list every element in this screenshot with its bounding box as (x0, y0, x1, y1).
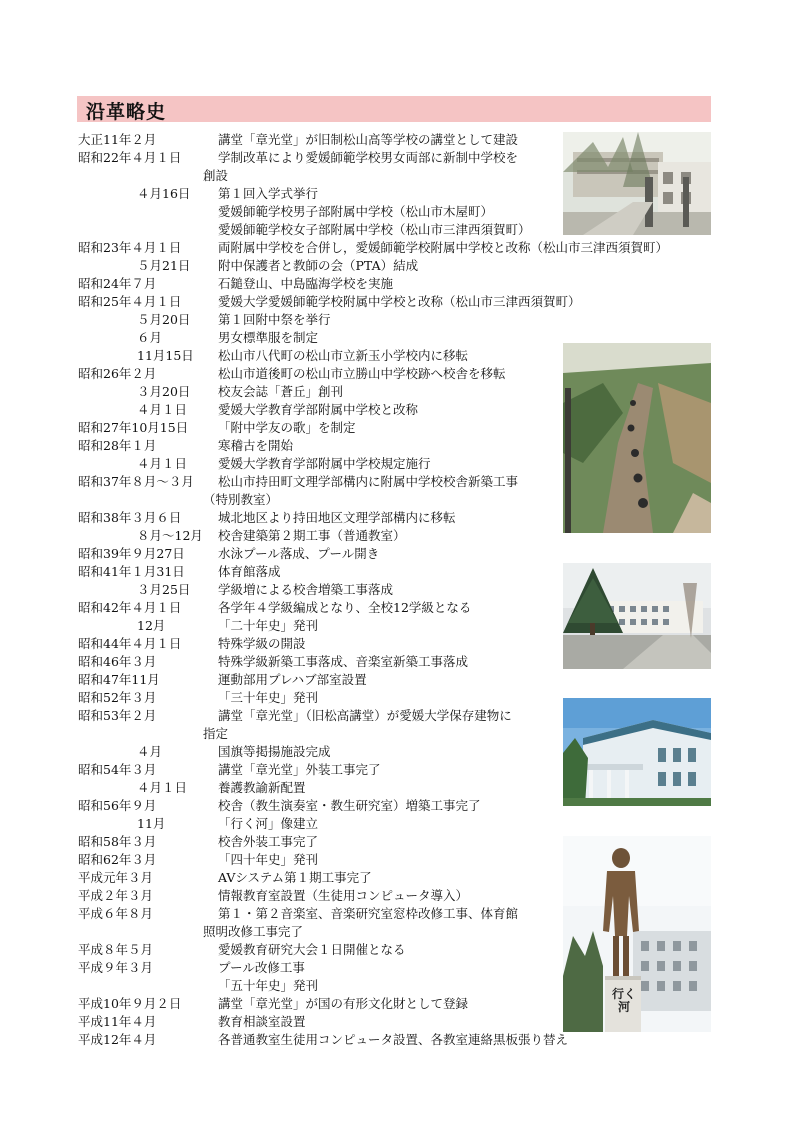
photo-school-building (563, 563, 711, 669)
timeline-event: 愛媛師範学校女子部附属中学校（松山市三津西須賀町） (218, 221, 531, 237)
timeline-date: 平成２年３月 (78, 887, 154, 903)
timeline-date: 平成10年９月２日 (78, 995, 182, 1011)
timeline-date: ４月１日 (137, 401, 188, 417)
timeline-event: 各普通教室生徒用コンピュータ設置、各教室連絡黒板張り替え (218, 1031, 569, 1047)
timeline-event: 松山市持田町文理学部構内に附属中学校校舎新築工事 (218, 473, 519, 489)
timeline-date: 昭和54年３月 (78, 761, 157, 777)
photo-shokodo-hall (563, 698, 711, 806)
timeline-event: 「五十年史」発刊 (218, 977, 319, 993)
timeline-event: 国旗等掲揚施設完成 (218, 743, 331, 759)
timeline-event: 各学年４学級編成となり、全校12学級となる (218, 599, 472, 615)
timeline-event: 愛媛大学愛媛師範学校附属中学校と改称（松山市三津西須賀町） (218, 293, 581, 309)
timeline-date: ８月～12月 (137, 527, 203, 543)
timeline-date: 昭和28年１月 (78, 437, 157, 453)
timeline-event: 水泳プール落成、プール開き (218, 545, 380, 561)
timeline-date: 昭和46年３月 (78, 653, 157, 669)
timeline-date: 11月 (137, 815, 166, 831)
timeline-date: ３月20日 (137, 383, 191, 399)
timeline-date: 昭和25年４月１日 (78, 293, 182, 309)
timeline-date: ４月１日 (137, 779, 188, 795)
timeline-event: 校舎外装工事完了 (218, 833, 319, 849)
timeline-event: 指定 (203, 725, 229, 741)
timeline-event: 寒稽古を開始 (218, 437, 294, 453)
timeline-event: 「附中学友の歌」を制定 (218, 419, 356, 435)
timeline-event: 講堂「章光堂」が旧制松山高等学校の講堂として建設 (218, 132, 519, 147)
timeline-event: 特殊学級新築工事落成、音楽室新築工事落成 (218, 653, 469, 669)
timeline-event: 学級増による校舎増築工事落成 (218, 581, 394, 597)
timeline-date: 平成元年３月 (78, 869, 154, 885)
timeline-event: 愛媛大学教育学部附属中学校と改称 (218, 401, 419, 417)
timeline-date: 昭和24年７月 (78, 275, 157, 291)
timeline-event: 松山市道後町の松山市立勝山中学校跡へ校舎を移転 (218, 365, 506, 381)
timeline-date: 昭和47年11月 (78, 671, 160, 687)
timeline-event: 第１・第２音楽室、音楽研究室窓枠改修工事、体育館 (218, 905, 519, 921)
photo-statue (563, 836, 711, 1032)
timeline-event: 講堂「章光堂」外装工事完了 (218, 761, 381, 777)
timeline-event: 愛媛師範学校男子部附属中学校（松山市木屋町） (218, 204, 494, 219)
timeline-date: 大正11年２月 (78, 132, 157, 147)
timeline-date: ６月 (137, 329, 163, 345)
timeline-event: （特別教室） (203, 491, 279, 507)
timeline-date: 昭和42年４月１日 (78, 599, 182, 615)
timeline-event: 附中保護者と教師の会（PTA）結成 (218, 257, 419, 273)
timeline-event: 両附属中学校を合併し，愛媛師範学校附属中学校と改称（松山市三津西須賀町） (218, 239, 669, 255)
timeline-event: 教育相談室設置 (218, 1013, 306, 1029)
timeline-date: 昭和37年８月～３月 (78, 473, 194, 489)
timeline-event: 「四十年史」発刊 (218, 851, 319, 867)
timeline-date: 昭和53年２月 (78, 707, 157, 723)
timeline-date: 平成６年８月 (78, 905, 154, 921)
timeline-date: 昭和27年10月15日 (78, 419, 189, 435)
timeline-event: 愛媛教育研究大会１日開催となる (218, 941, 406, 957)
timeline-event: 城北地区より持田地区文理学部構内に移転 (218, 509, 456, 525)
timeline-date: 昭和41年１月31日 (78, 563, 185, 579)
timeline-date: 昭和38年３月６日 (78, 509, 182, 525)
timeline-date: ５月20日 (137, 311, 191, 327)
timeline-date: ５月21日 (137, 257, 191, 273)
timeline-event: 講堂「章光堂」が国の有形文化財として登録 (218, 995, 469, 1011)
timeline-event: 特殊学級の開設 (218, 635, 306, 651)
timeline-date: 昭和62年３月 (78, 851, 157, 867)
timeline-event: 創設 (203, 168, 229, 183)
timeline-date: ４月16日 (137, 186, 191, 201)
timeline-event: 第１回入学式挙行 (218, 186, 319, 201)
timeline-date: ４月１日 (137, 455, 188, 471)
timeline-event: AVシステム第１期工事完了 (218, 869, 372, 885)
timeline-date: 昭和23年４月１日 (78, 239, 182, 255)
timeline-event: 講堂「章光堂」（旧松高講堂）が愛媛大学保存建物に (218, 707, 512, 723)
timeline-event: 校友会誌「蒼丘」創刊 (218, 383, 344, 399)
timeline-date: 11月15日 (137, 347, 194, 363)
timeline-event: 学制改革により愛媛師範学校男女両部に新制中学校を (218, 150, 519, 165)
timeline-event: 校舎（教生演奏室・教生研究室）増築工事完了 (218, 797, 481, 813)
timeline-date: 昭和56年９月 (78, 797, 157, 813)
timeline-event: 第１回附中祭を挙行 (218, 311, 331, 327)
timeline-date: 昭和52年３月 (78, 689, 157, 705)
timeline-event: 体育館落成 (218, 563, 281, 579)
timeline-event: 運動部用プレハブ部室設置 (218, 671, 367, 687)
timeline-event: 「三十年史」発刊 (218, 689, 319, 705)
timeline-date: 昭和26年２月 (78, 365, 157, 381)
timeline-event: 照明改修工事完了 (203, 923, 304, 939)
timeline-date: 平成８年５月 (78, 941, 154, 957)
timeline-date: 昭和44年４月１日 (78, 635, 182, 651)
timeline-event: 石鎚登山、中島臨海学校を実施 (218, 275, 394, 291)
timeline-date: 平成12年４月 (78, 1031, 157, 1047)
statue-plaque: 行く河 (611, 987, 636, 1014)
timeline-event: 情報教育室設置（生徒用コンピュータ導入） (218, 887, 469, 903)
timeline-date: 昭和39年９月27日 (78, 545, 185, 561)
timeline-date: 昭和22年４月１日 (78, 150, 182, 165)
photo-mountain-climb (563, 343, 711, 533)
timeline-event: 男女標準服を制定 (218, 329, 319, 345)
timeline-event: 松山市八代町の松山市立新玉小学校内に移転 (218, 347, 469, 363)
timeline-date: 平成９年３月 (78, 959, 154, 975)
photo-school-gate (563, 132, 711, 235)
timeline-event: 愛媛大学教育学部附属中学校規定施行 (218, 455, 431, 471)
timeline-event: 校舎建築第２期工事（普通教室） (218, 527, 406, 543)
timeline-event: 「行く河」像建立 (218, 815, 319, 831)
timeline-date: ３月25日 (137, 581, 191, 597)
timeline-event: 養護教諭新配置 (218, 779, 306, 795)
timeline-date: 12月 (137, 617, 166, 633)
timeline-date: ４月 (137, 743, 163, 759)
timeline-event: 「二十年史」発刊 (218, 617, 319, 633)
timeline-event: プール改修工事 (218, 959, 305, 975)
timeline-date: 昭和58年３月 (78, 833, 157, 849)
page-title: 沿革略史 (86, 101, 167, 123)
timeline-date: 平成11年４月 (78, 1013, 157, 1029)
